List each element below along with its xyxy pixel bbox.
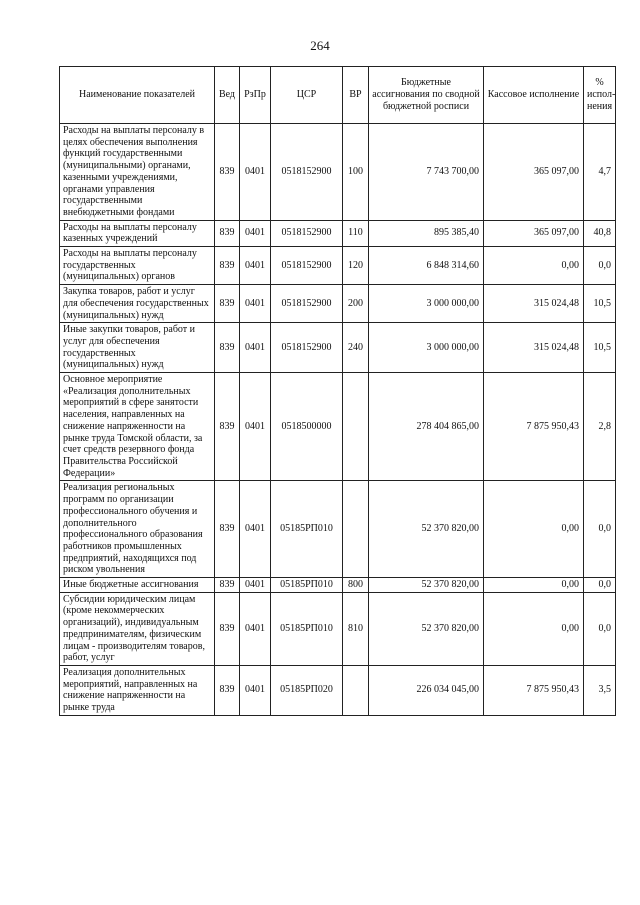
row-cash: 315 024,48 <box>484 285 584 323</box>
row-cash: 7 875 950,43 <box>484 373 584 481</box>
row-vr: 200 <box>343 285 369 323</box>
row-vr: 240 <box>343 323 369 373</box>
row-ved: 839 <box>215 592 240 665</box>
row-percent: 0,0 <box>584 592 616 665</box>
row-csr: 0518152900 <box>271 124 343 221</box>
row-budget: 3 000 000,00 <box>369 323 484 373</box>
header-vr: ВР <box>343 67 369 124</box>
row-cash: 7 875 950,43 <box>484 665 584 715</box>
row-name: Основное мероприятие «Реализация дополнительных мероприятий в сфере занятости населения, направленных на снижение напряженности на рынке труда Томской области, за счет средств резервного фонда Правительства Российской Федерации» <box>60 373 215 481</box>
row-percent: 0,0 <box>584 481 616 578</box>
row-csr: 0518152900 <box>271 285 343 323</box>
row-budget: 278 404 865,00 <box>369 373 484 481</box>
row-vr <box>343 373 369 481</box>
row-csr: 05185РП020 <box>271 665 343 715</box>
row-cash: 0,00 <box>484 592 584 665</box>
row-csr: 0518152900 <box>271 247 343 285</box>
table-row <box>60 220 616 246</box>
row-rzpr: 0401 <box>240 323 271 373</box>
row-vr: 800 <box>343 578 369 593</box>
row-budget: 895 385,40 <box>369 220 484 246</box>
row-cash: 365 097,00 <box>484 124 584 221</box>
row-budget: 52 370 820,00 <box>369 578 484 593</box>
table-row <box>60 124 616 221</box>
row-name: Иные закупки товаров, работ и услуг для обеспечения государственных (муниципальных) нужд <box>60 323 215 373</box>
row-cash: 315 024,48 <box>484 323 584 373</box>
table-row <box>60 481 616 578</box>
table-row <box>60 373 616 481</box>
row-csr: 0518500000 <box>271 373 343 481</box>
row-csr: 05185РП010 <box>271 578 343 593</box>
row-ved: 839 <box>215 220 240 246</box>
row-budget: 52 370 820,00 <box>369 481 484 578</box>
row-name: Иные бюджетные ассигнования <box>60 578 215 593</box>
table-row <box>60 665 616 715</box>
row-ved: 839 <box>215 323 240 373</box>
row-rzpr: 0401 <box>240 665 271 715</box>
row-name: Расходы на выплаты персоналу казенных учреждений <box>60 220 215 246</box>
row-ved: 839 <box>215 124 240 221</box>
row-rzpr: 0401 <box>240 592 271 665</box>
row-vr <box>343 665 369 715</box>
row-rzpr: 0401 <box>240 373 271 481</box>
row-percent: 10,5 <box>584 285 616 323</box>
header-percent: % испол-нения <box>584 67 616 124</box>
row-ved: 839 <box>215 481 240 578</box>
row-name: Реализация региональных программ по организации профессионального обучения и дополнительного профессионального образования работников промышленных предприятий, находящихся под риском увольнения <box>60 481 215 578</box>
table-row <box>60 323 616 373</box>
row-csr: 0518152900 <box>271 323 343 373</box>
row-percent: 0,0 <box>584 578 616 593</box>
row-rzpr: 0401 <box>240 220 271 246</box>
row-cash: 0,00 <box>484 247 584 285</box>
header-rzpr: РзПр <box>240 67 271 124</box>
row-rzpr: 0401 <box>240 285 271 323</box>
header-ved: Вед <box>215 67 240 124</box>
row-cash: 0,00 <box>484 481 584 578</box>
row-ved: 839 <box>215 285 240 323</box>
row-vr <box>343 481 369 578</box>
table-row <box>60 578 616 593</box>
row-csr: 05185РП010 <box>271 481 343 578</box>
row-cash: 0,00 <box>484 578 584 593</box>
table-row <box>60 285 616 323</box>
row-budget: 7 743 700,00 <box>369 124 484 221</box>
row-rzpr: 0401 <box>240 247 271 285</box>
row-percent: 3,5 <box>584 665 616 715</box>
row-name: Субсидии юридическим лицам (кроме некоммерческих организаций), индивидуальным предпринимателям, физическим лицам - производителям товаров, работ, услуг <box>60 592 215 665</box>
row-ved: 839 <box>215 247 240 285</box>
row-ved: 839 <box>215 665 240 715</box>
row-vr: 100 <box>343 124 369 221</box>
row-rzpr: 0401 <box>240 124 271 221</box>
row-budget: 226 034 045,00 <box>369 665 484 715</box>
row-csr: 05185РП010 <box>271 592 343 665</box>
table-row <box>60 247 616 285</box>
row-name: Расходы на выплаты персоналу в целях обеспечения выполнения функций государственными (муниципальными) органами, казенными учреждениями, органами управления государственными внебюджетными фондами <box>60 124 215 221</box>
row-budget: 6 848 314,60 <box>369 247 484 285</box>
row-ved: 839 <box>215 578 240 593</box>
row-vr: 810 <box>343 592 369 665</box>
row-budget: 52 370 820,00 <box>369 592 484 665</box>
row-percent: 0,0 <box>584 247 616 285</box>
table-header-row <box>60 67 616 124</box>
page-number: 264 <box>310 38 330 53</box>
row-vr: 110 <box>343 220 369 246</box>
row-percent: 40,8 <box>584 220 616 246</box>
row-ved: 839 <box>215 373 240 481</box>
row-rzpr: 0401 <box>240 578 271 593</box>
row-cash: 365 097,00 <box>484 220 584 246</box>
header-cash: Кассовое исполнение <box>484 67 584 124</box>
table-row <box>60 592 616 665</box>
row-csr: 0518152900 <box>271 220 343 246</box>
row-percent: 10,5 <box>584 323 616 373</box>
header-csr: ЦСР <box>271 67 343 124</box>
row-name: Реализация дополнительных мероприятий, направленных на снижение напряженности на рынке труда <box>60 665 215 715</box>
row-percent: 4,7 <box>584 124 616 221</box>
row-name: Закупка товаров, работ и услуг для обеспечения государственных (муниципальных) нужд <box>60 285 215 323</box>
header-name: Наименование показателей <box>60 67 215 124</box>
row-rzpr: 0401 <box>240 481 271 578</box>
row-name: Расходы на выплаты персоналу государственных (муниципальных) органов <box>60 247 215 285</box>
row-vr: 120 <box>343 247 369 285</box>
budget-execution-table <box>59 66 616 716</box>
header-budget: Бюджетные ассигнования по сводной бюджетной росписи <box>369 67 484 124</box>
row-budget: 3 000 000,00 <box>369 285 484 323</box>
row-percent: 2,8 <box>584 373 616 481</box>
